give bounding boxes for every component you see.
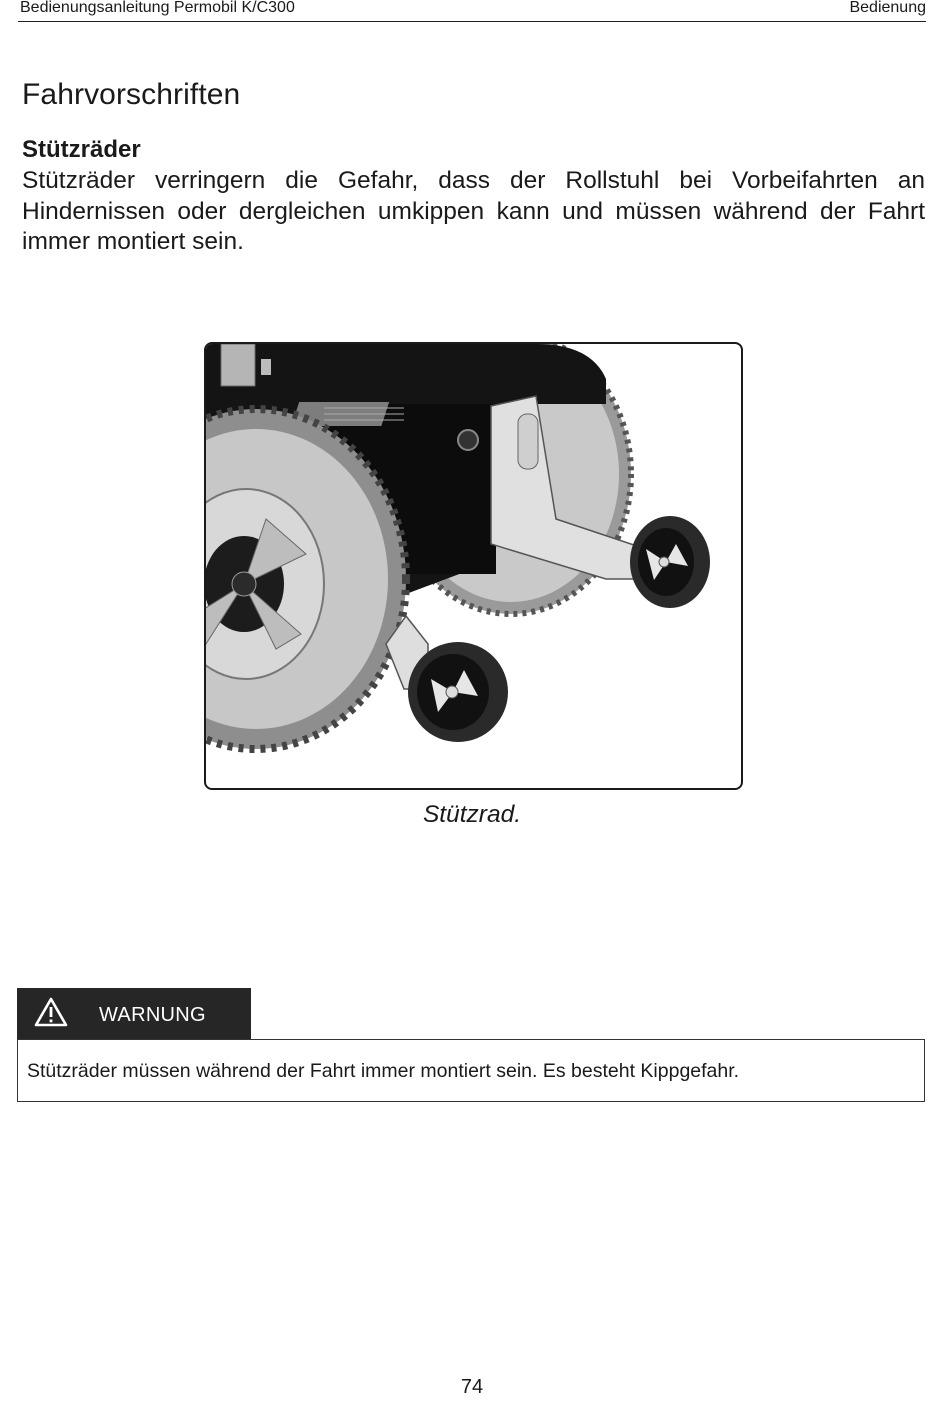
figure-frame — [204, 342, 743, 790]
warning-header — [17, 988, 251, 1039]
warning-triangle-icon — [34, 997, 68, 1027]
manual-title: Bedienungsanleitung Permobil K/C300 — [20, 0, 295, 16]
running-header — [18, 0, 926, 22]
warning-label: WARNUNG — [99, 1004, 206, 1026]
body-paragraph: Stützräder verringern die Gefahr, dass der Rollstuhl bei Vorbeifahrten an Hindernissen oder dergleichen umkippen kann und müssen während der Fahrt immer montiert sein. — [22, 167, 925, 255]
subsection-title: Stützräder — [22, 136, 141, 163]
warning-box — [17, 1039, 925, 1102]
anti-tip-wheel-left — [408, 642, 508, 742]
chapter-name: Bedienung — [849, 0, 926, 16]
anti-tip-wheel-right — [630, 516, 710, 608]
figure-caption: Stützrad. — [422, 801, 522, 828]
section-title: Fahrvorschriften — [22, 78, 241, 111]
wheelchair-anti-tip-wheels-illustration — [206, 344, 741, 788]
page-number: 74 — [460, 1376, 484, 1398]
warning-text: Stützräder müssen während der Fahrt immer montiert sein. Es besteht Kippgefahr. — [27, 1060, 740, 1082]
